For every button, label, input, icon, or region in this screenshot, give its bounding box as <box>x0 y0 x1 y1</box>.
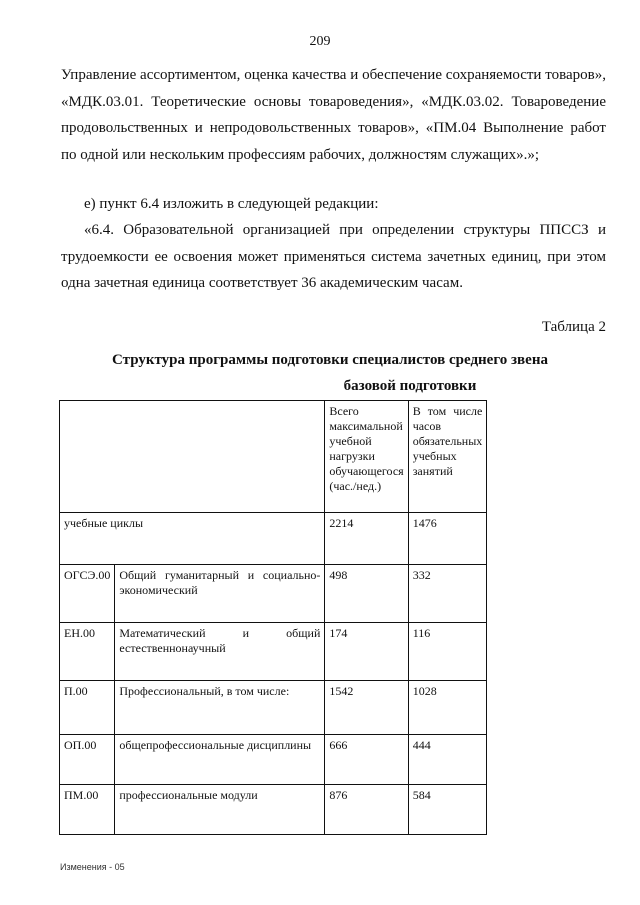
table-title-line2: базовой подготовки <box>343 378 477 394</box>
row-total: 876 <box>325 785 408 835</box>
summary-total: 2214 <box>325 513 408 565</box>
table-title-line1: Структура программы подготовки специалистов среднего звена <box>112 352 548 368</box>
row-total: 498 <box>325 565 408 623</box>
paragraph-continuation: Управление ассортиментом, оценка качества и обеспечение сохраняемости товаров», «МДК.03.01. Теоретические основы товароведения», «МДК.03.02. Товароведение продовольственных и непродовольственных товаров», «ПМ.04 Выполнение работ по одной или нескольким профессиям рабочих, должностям служащих».»; <box>61 67 606 163</box>
table-row <box>60 565 487 623</box>
table-caption: Таблица 2 <box>541 319 606 335</box>
table-row-summary <box>60 513 487 565</box>
paragraph-6-4: «6.4. Образовательной организацией при определении структуры ППССЗ и трудоемкости ее освоения может применяться система зачетных единиц, при этом одна зачетная единица соответствует 36 академическим часам. <box>61 222 606 291</box>
structure-table <box>59 400 487 835</box>
table-row <box>60 681 487 735</box>
row-code: ОГСЭ.00 <box>60 565 115 623</box>
row-name: профессиональные модули <box>115 785 325 835</box>
row-name: общепрофессиональные дисциплины <box>115 735 325 785</box>
summary-label: учебные циклы <box>60 513 325 565</box>
row-code: П.00 <box>60 681 115 735</box>
row-name: Математический и общий естественнонаучный <box>115 623 325 681</box>
row-name: Общий гуманитарный и социально-экономический <box>115 565 325 623</box>
row-required: 444 <box>408 735 487 785</box>
row-total: 666 <box>325 735 408 785</box>
header-total: Всего максимальной учебной нагрузки обучающегося (час./нед.) <box>325 401 408 513</box>
row-required: 332 <box>408 565 487 623</box>
row-code: ПМ.00 <box>60 785 115 835</box>
paragraph-item-e: е) пункт 6.4 изложить в следующей редакции: <box>84 196 379 212</box>
table-row <box>60 623 487 681</box>
table-title <box>60 347 600 399</box>
table-row <box>60 785 487 835</box>
row-code: ОП.00 <box>60 735 115 785</box>
row-required: 116 <box>408 623 487 681</box>
table-header-row <box>60 401 487 513</box>
row-code: ЕН.00 <box>60 623 115 681</box>
page-number: 209 <box>309 34 331 49</box>
row-total: 174 <box>325 623 408 681</box>
row-required: 584 <box>408 785 487 835</box>
header-required: В том числе часов обязательных учебных занятий <box>408 401 487 513</box>
row-total: 1542 <box>325 681 408 735</box>
row-required: 1028 <box>408 681 487 735</box>
row-name: Профессиональный, в том числе: <box>115 681 325 735</box>
table-row <box>60 735 487 785</box>
header-empty-cell <box>60 401 325 513</box>
footer-note: Изменения - 05 <box>60 862 125 872</box>
summary-required: 1476 <box>408 513 487 565</box>
